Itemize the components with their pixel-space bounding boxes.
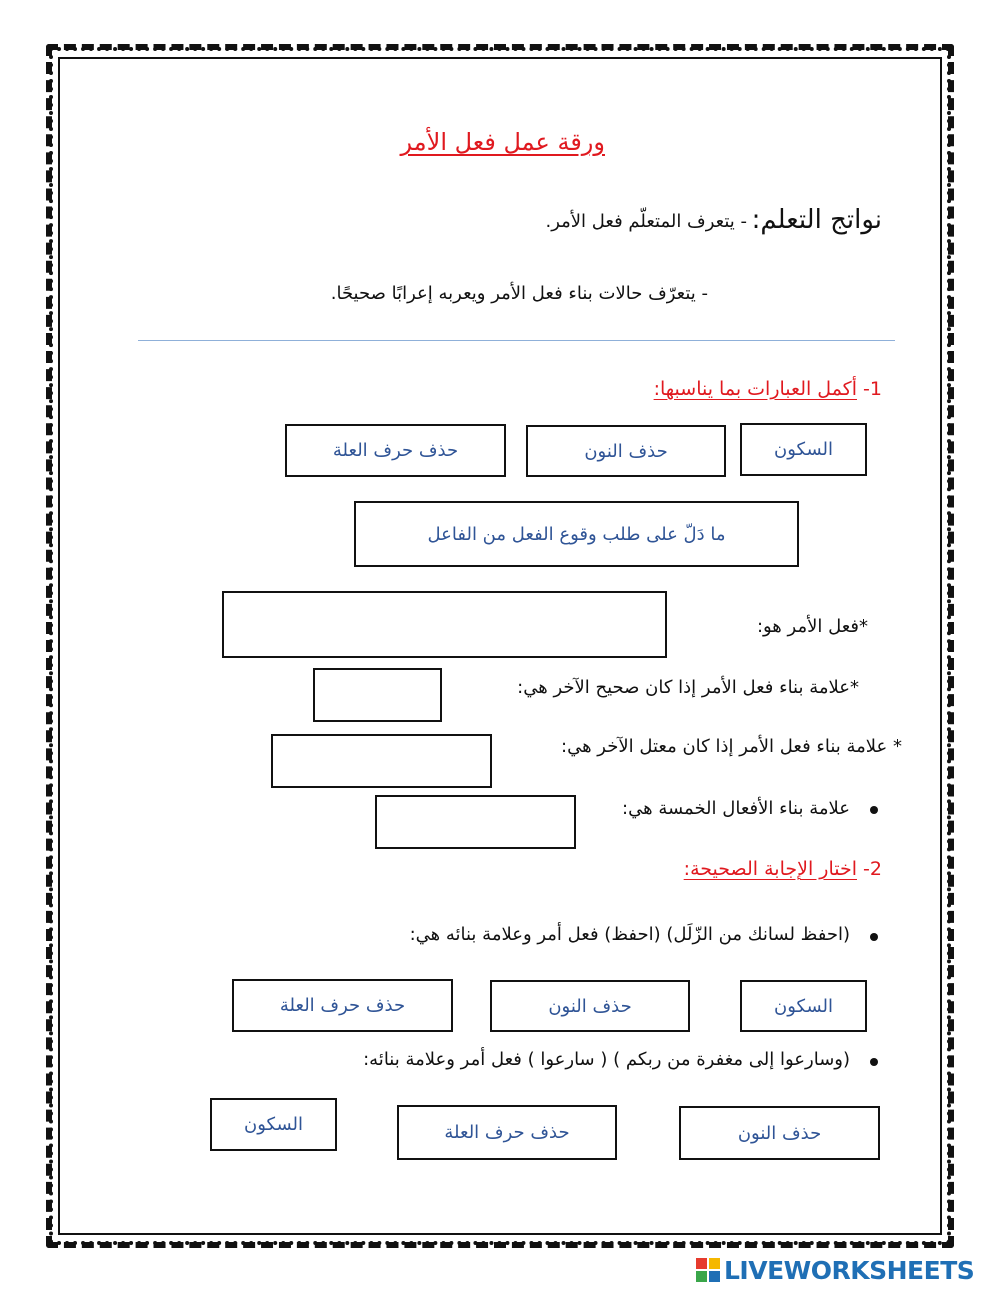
- question-1-3: * علامة بناء فعل الأمر إذا كان معتل الآخر هي:: [561, 736, 902, 757]
- section-2-number: 2-: [863, 858, 882, 880]
- option-2-1-sukun[interactable]: السكون: [740, 980, 867, 1032]
- section-1-title: أكمل العبارات بما يناسبها:: [653, 378, 857, 400]
- logo-square-blue: [709, 1271, 720, 1282]
- outcomes-label: نواتج التعلم:: [751, 205, 882, 235]
- option-2-2-hadhf-alnoon[interactable]: حذف النون: [679, 1106, 880, 1160]
- logo-square-red: [696, 1258, 707, 1269]
- question-2-2: (وسارعوا إلى مغفرة من ربكم ) ( سارعوا ) فعل أمر وعلامة بنائه:: [363, 1049, 850, 1070]
- question-1-2: *علامة بناء فعل الأمر إذا كان صحيح الآخر هي:: [517, 677, 859, 698]
- chip-hadhf-harf-alilla[interactable]: حذف حرف العلة: [285, 424, 506, 477]
- bullet-1-4: [870, 806, 878, 814]
- answer-box-1-1[interactable]: [222, 591, 667, 658]
- section-1-number: 1-: [863, 378, 882, 400]
- divider: [138, 340, 895, 341]
- option-2-2-sukun[interactable]: السكون: [210, 1098, 337, 1151]
- logo-square-green: [696, 1271, 707, 1282]
- answer-box-1-2[interactable]: [313, 668, 442, 722]
- option-2-1-hadhf-alnoon[interactable]: حذف النون: [490, 980, 690, 1032]
- section-1-heading: [654, 378, 882, 400]
- liveworksheets-logo: [696, 1256, 974, 1284]
- question-2-1: (احفظ لسانك من الزّلَل) (احفظ) فعل أمر وعلامة بنائه هي:: [409, 924, 850, 945]
- answer-box-1-3[interactable]: [271, 734, 492, 788]
- bullet-2-1: [870, 933, 878, 941]
- worksheet-title: ورقة عمل فعل الأمر: [400, 128, 605, 156]
- bullet-2-2: [870, 1058, 878, 1066]
- outcome-2: - يتعرّف حالات بناء فعل الأمر ويعربه إعرابًا صحيحًا.: [330, 283, 708, 304]
- logo-text: LIVEWORKSHEETS: [724, 1255, 975, 1285]
- section-2-heading: [684, 858, 882, 880]
- question-1-4: علامة بناء الأفعال الخمسة هي:: [622, 798, 850, 819]
- question-1-1: *فعل الأمر هو:: [756, 616, 868, 637]
- chip-hadhf-alnoon[interactable]: حذف النون: [526, 425, 726, 477]
- logo-square-yellow: [709, 1258, 720, 1269]
- option-2-1-hadhf-harf-alilla[interactable]: حذف حرف العلة: [232, 979, 453, 1032]
- outcome-1: - يتعرف المتعلّم فعل الأمر.: [545, 211, 747, 232]
- logo-mark-icon: [696, 1258, 720, 1282]
- section-2-title: اختار الإجابة الصحيحة:: [683, 858, 857, 880]
- answer-box-1-4[interactable]: [375, 795, 576, 849]
- chip-sukun[interactable]: السكون: [740, 423, 867, 476]
- chip-definition[interactable]: ما دَلّ على طلب وقوع الفعل من الفاعل: [354, 501, 799, 567]
- option-2-2-hadhf-harf-alilla[interactable]: حذف حرف العلة: [397, 1105, 617, 1160]
